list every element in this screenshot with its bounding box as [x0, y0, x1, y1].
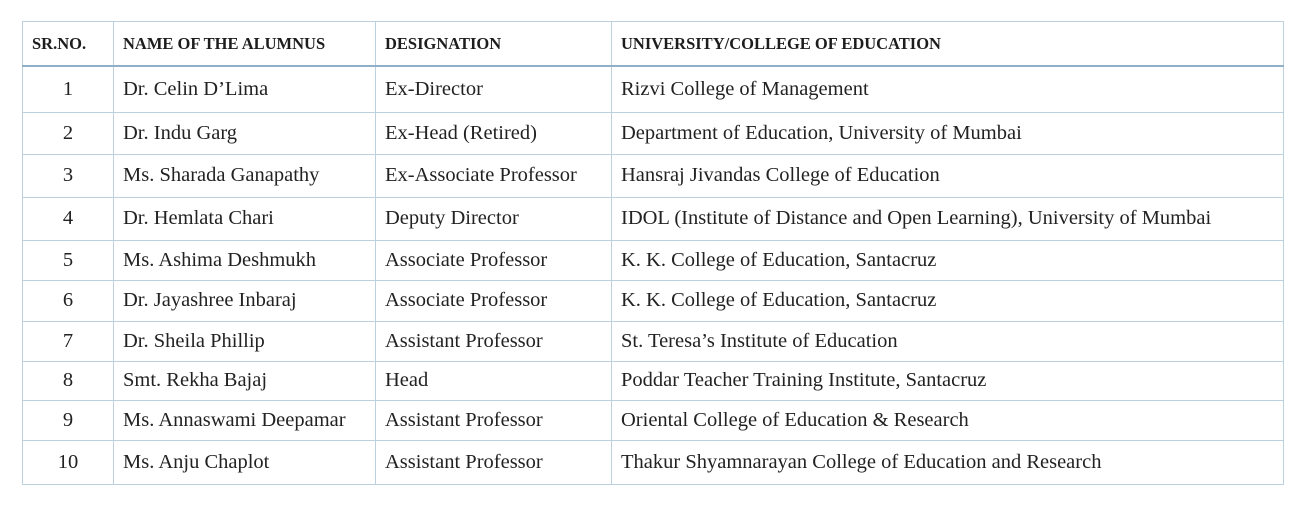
cell-designation: Associate Professor	[376, 280, 612, 321]
cell-designation: Head	[376, 361, 612, 400]
cell-institution: Rizvi College of Management	[612, 66, 1284, 112]
cell-sr-no: 4	[23, 197, 114, 240]
cell-institution: Thakur Shyamnarayan College of Education and Research	[612, 440, 1284, 484]
header-institution: UNIVERSITY/COLLEGE OF EDUCATION	[612, 22, 1284, 67]
table-row	[23, 112, 1284, 154]
cell-designation: Ex-Associate Professor	[376, 154, 612, 197]
cell-name: Ms. Sharada Ganapathy	[114, 154, 376, 197]
cell-name: Dr. Indu Garg	[114, 112, 376, 154]
table-row	[23, 240, 1284, 280]
cell-sr-no: 5	[23, 240, 114, 280]
cell-sr-no: 8	[23, 361, 114, 400]
table-row	[23, 197, 1284, 240]
cell-name: Ms. Ashima Deshmukh	[114, 240, 376, 280]
cell-name: Ms. Annaswami Deepamar	[114, 400, 376, 440]
alumni-table	[22, 21, 1284, 485]
cell-sr-no: 7	[23, 321, 114, 361]
cell-institution: IDOL (Institute of Distance and Open Learning), University of Mumbai	[612, 197, 1284, 240]
cell-sr-no: 3	[23, 154, 114, 197]
cell-institution: K. K. College of Education, Santacruz	[612, 280, 1284, 321]
table-header	[23, 22, 1284, 67]
header-row	[23, 22, 1284, 67]
table-row	[23, 440, 1284, 484]
table-row	[23, 66, 1284, 112]
cell-sr-no: 2	[23, 112, 114, 154]
cell-designation: Ex-Head (Retired)	[376, 112, 612, 154]
cell-institution: St. Teresa’s Institute of Education	[612, 321, 1284, 361]
cell-name: Dr. Hemlata Chari	[114, 197, 376, 240]
cell-sr-no: 10	[23, 440, 114, 484]
cell-sr-no: 1	[23, 66, 114, 112]
table-row	[23, 400, 1284, 440]
cell-name: Dr. Jayashree Inbaraj	[114, 280, 376, 321]
table-row	[23, 280, 1284, 321]
cell-name: Dr. Celin D’Lima	[114, 66, 376, 112]
cell-designation: Associate Professor	[376, 240, 612, 280]
cell-designation: Assistant Professor	[376, 321, 612, 361]
cell-name: Ms. Anju Chaplot	[114, 440, 376, 484]
cell-institution: Poddar Teacher Training Institute, Santacruz	[612, 361, 1284, 400]
cell-sr-no: 6	[23, 280, 114, 321]
cell-designation: Assistant Professor	[376, 440, 612, 484]
cell-name: Smt. Rekha Bajaj	[114, 361, 376, 400]
table-row	[23, 321, 1284, 361]
cell-institution: Oriental College of Education & Research	[612, 400, 1284, 440]
table-body	[23, 66, 1284, 484]
cell-designation: Ex-Director	[376, 66, 612, 112]
cell-designation: Deputy Director	[376, 197, 612, 240]
table-row	[23, 361, 1284, 400]
cell-sr-no: 9	[23, 400, 114, 440]
header-designation: DESIGNATION	[376, 22, 612, 67]
cell-institution: Hansraj Jivandas College of Education	[612, 154, 1284, 197]
cell-designation: Assistant Professor	[376, 400, 612, 440]
header-name: NAME OF THE ALUMNUS	[114, 22, 376, 67]
cell-institution: K. K. College of Education, Santacruz	[612, 240, 1284, 280]
header-sr-no: SR.NO.	[23, 22, 114, 67]
cell-name: Dr. Sheila Phillip	[114, 321, 376, 361]
cell-institution: Department of Education, University of Mumbai	[612, 112, 1284, 154]
table-row	[23, 154, 1284, 197]
